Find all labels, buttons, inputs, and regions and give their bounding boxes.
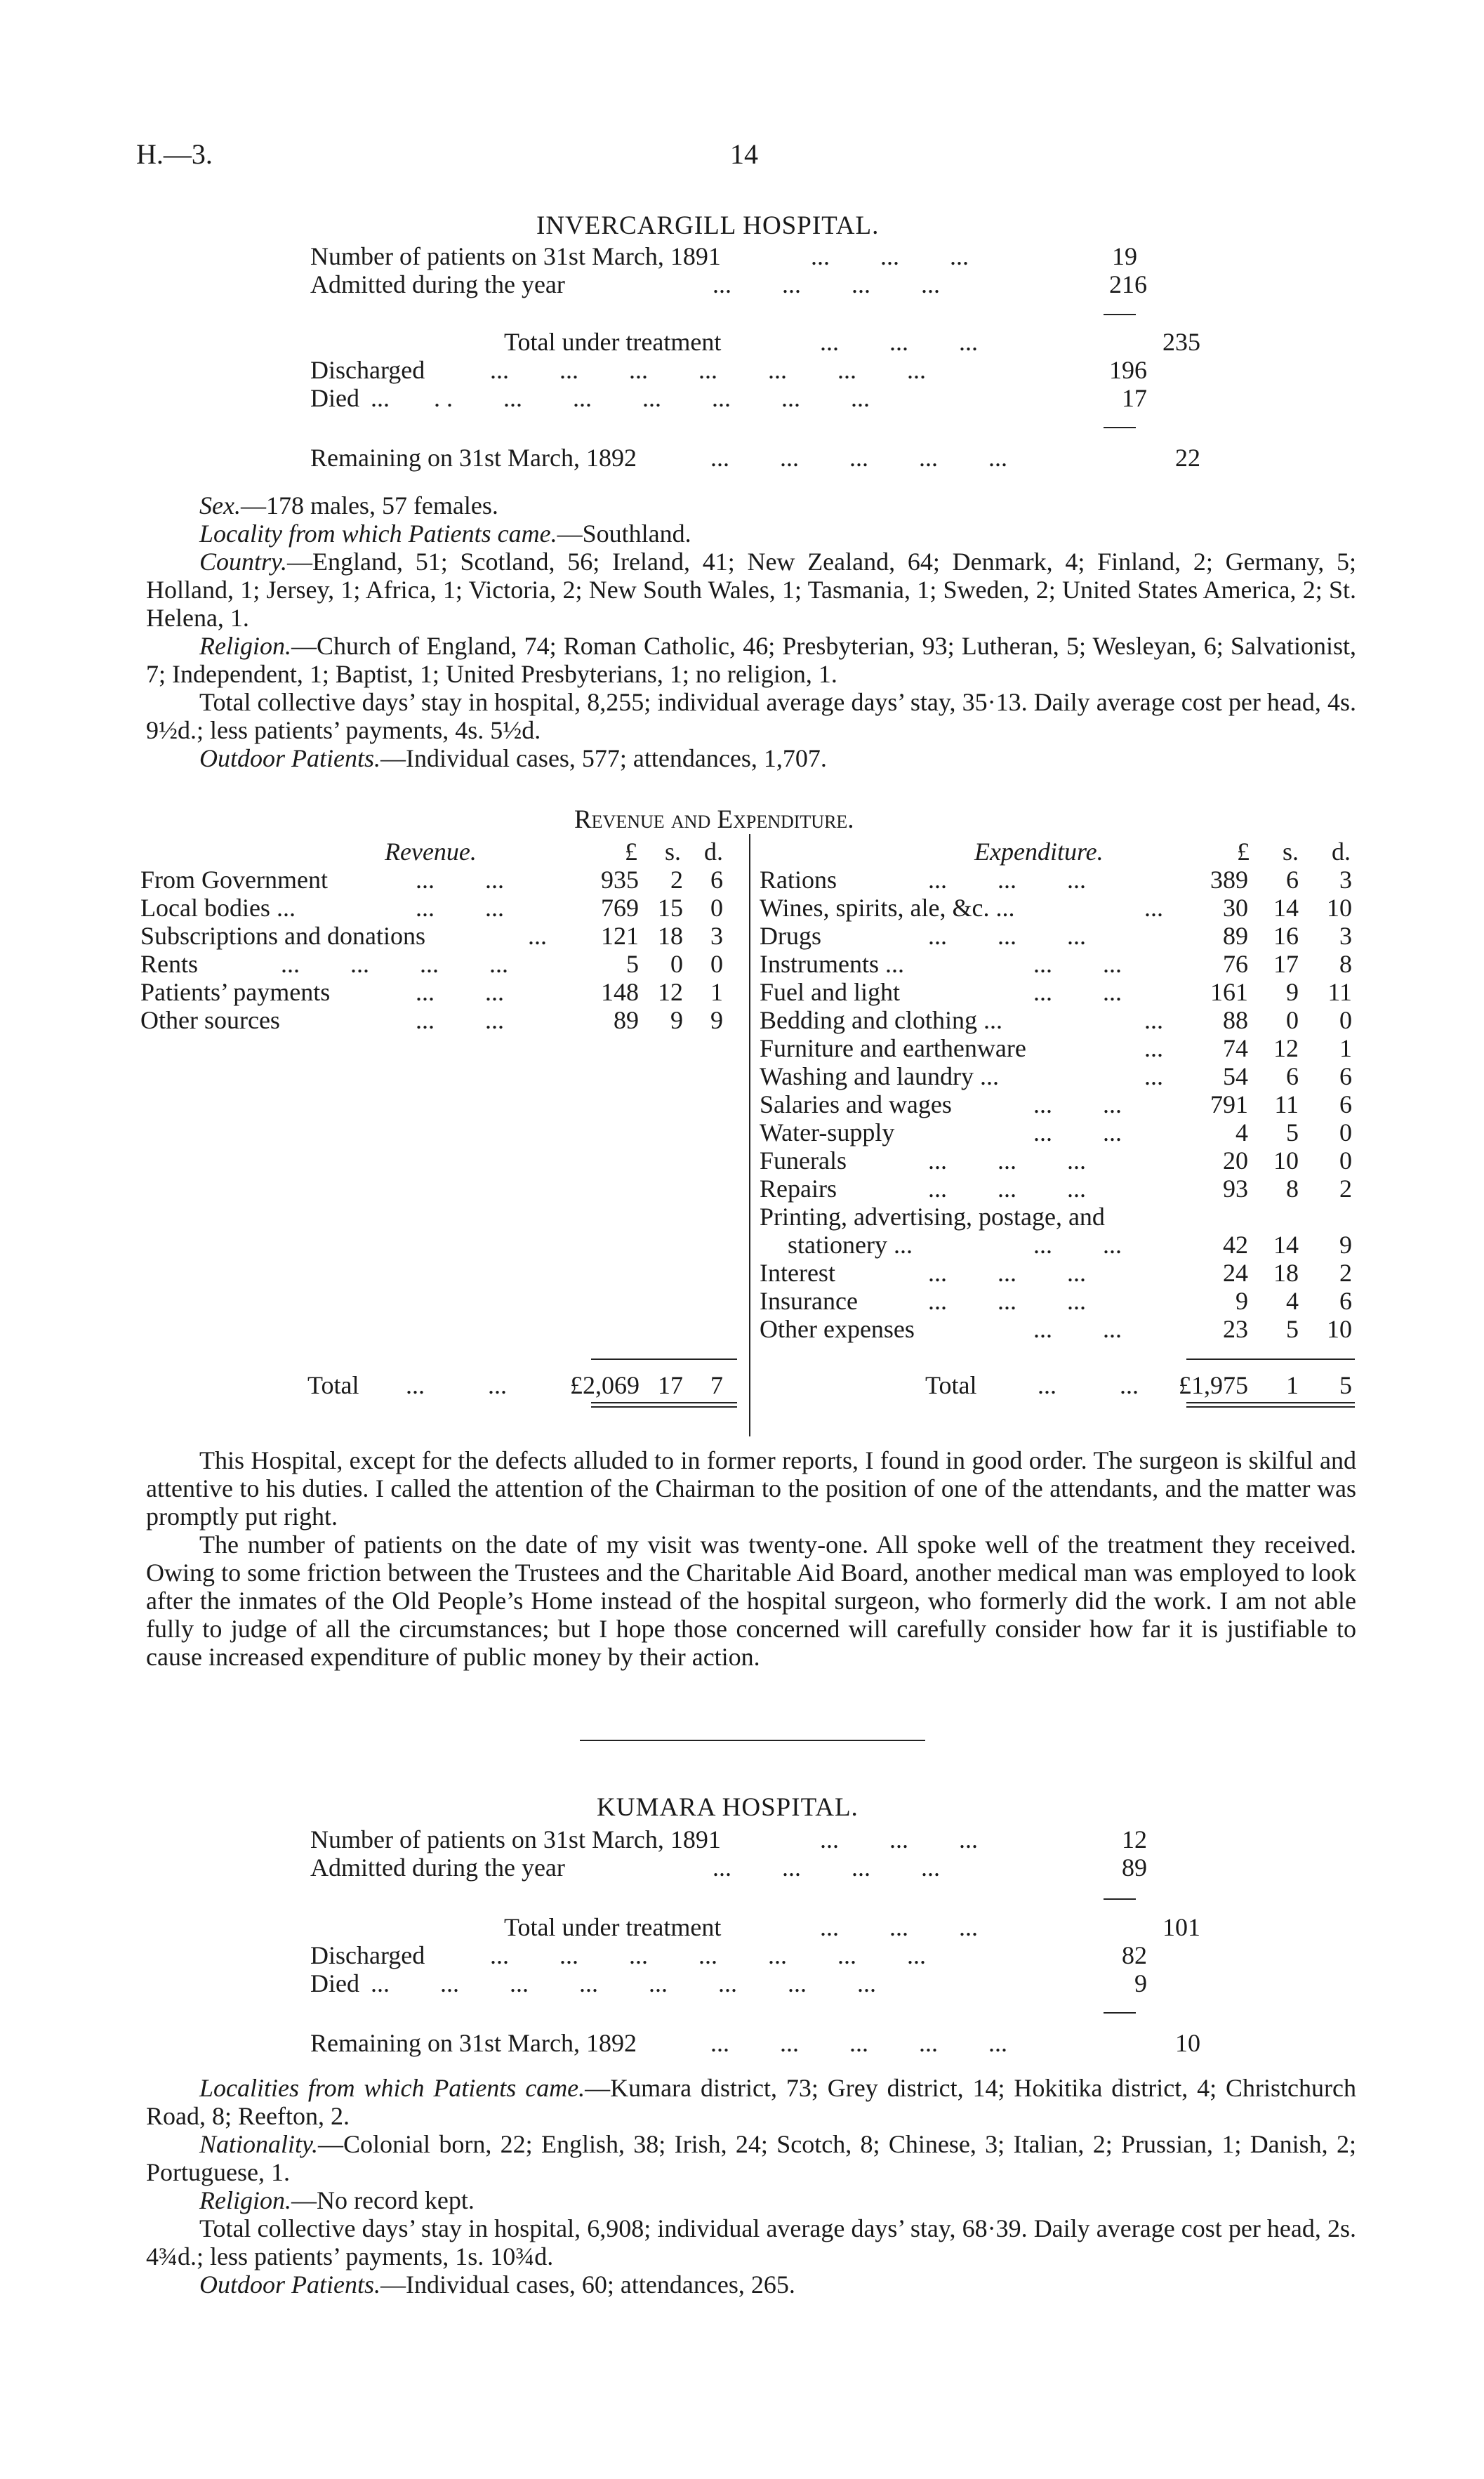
sum-rule: [1104, 2012, 1136, 2014]
finance-title: Revenue and Expenditure.: [574, 805, 854, 834]
expenditure-row: Salaries and wages ... ...: [760, 1090, 1122, 1118]
note-text: —Kumara district, 73; Grey district, 14; Hokitika district, 4; Christchurch Road, 8; Reefton, 2.: [146, 2074, 1356, 2130]
revenue-pence: 6 0 3 0 1 9: [710, 866, 723, 1034]
leader-dots: ... ... ...: [820, 1913, 978, 1941]
expenditure-row: Fuel and light ... ...: [760, 978, 1122, 1006]
col-shillings: s.: [664, 838, 681, 866]
expenditure-row: stationery ... ... ...: [788, 1231, 1122, 1259]
total-double-rule: [1186, 1406, 1355, 1408]
expenditure-row: Washing and laundry ... ...: [760, 1062, 1163, 1090]
expenditure-total-pounds: £1,975: [1179, 1371, 1248, 1399]
expenditure-total-pence: 5: [1339, 1371, 1352, 1399]
total-double-rule: [591, 1406, 737, 1408]
leader-dots: ... ... ... ... ...: [710, 444, 1007, 472]
note-stay: Total collective days’ stay in hospital, 6,908; individual average days’ stay, 68·39. Daily average cost per head, 2s. 4¾d.; less patients’ payments, 1s. 10¾d.: [146, 2214, 1356, 2270]
note-localities: [146, 2074, 1356, 2130]
note-label: Outdoor Patients.: [199, 2270, 380, 2299]
stat-value-admitted: 89: [1122, 1853, 1147, 1882]
expenditure-row: Instruments ... ... ...: [760, 950, 1122, 978]
page-number: 14: [730, 138, 758, 170]
leader-dots: ... ... ... ...: [713, 1853, 940, 1882]
stat-value-discharged: 82: [1122, 1941, 1147, 1969]
report-code: H.—3.: [136, 138, 213, 170]
note-text: —Individual cases, 577; attendances, 1,707.: [380, 744, 827, 772]
leader-dots: ... ... ... ... ... ... ...: [490, 1941, 926, 1969]
note-label: Nationality.: [199, 2130, 319, 2158]
stat-value-died: 9: [1134, 1969, 1147, 1997]
stat-value-died: 17: [1122, 384, 1147, 412]
kumara-notes: [146, 2074, 1356, 2299]
col-pence: d.: [704, 838, 723, 866]
note-label: Outdoor Patients.: [199, 744, 380, 772]
note-text: —England, 51; Scotland, 56; Ireland, 41; New Zealand, 64; Denmark, 4; Finland, 2; Germany, 5; Holland, 1; Jersey, 1; Africa, 1; Victoria, 2; New South Wales, 1; Tasmania, 1; Sweden, 2; United States America, 2; St. Helena, 1.: [146, 548, 1356, 632]
sum-rule: [1104, 1898, 1136, 1900]
note-religion: [146, 2186, 1356, 2214]
invercargill-title: INVERCARGILL HOSPITAL.: [536, 211, 880, 240]
stat-label-died: Died: [310, 384, 359, 412]
note-label: Locality from which Patients came.: [199, 520, 557, 548]
revenue-shillings: 2 15 18 0 12 9: [658, 866, 683, 1034]
column-divider: [749, 834, 750, 1436]
leader-dots: ... ...: [1038, 1371, 1139, 1399]
stat-value-remaining: 22: [1175, 444, 1200, 472]
sum-rule: [1104, 427, 1136, 428]
stat-value-discharged: 196: [1109, 356, 1147, 384]
revenue-row: Local bodies ... ... ...: [140, 894, 504, 922]
revenue-pounds: 935 769 121 5 148 89: [601, 866, 639, 1034]
revenue-row: From Government ... ...: [140, 866, 504, 894]
note-text: —Southland.: [557, 520, 691, 548]
note-text: —No record kept.: [291, 2186, 475, 2214]
revenue-labels: [140, 866, 569, 1034]
stat-label-total: Total under treatment: [504, 1913, 722, 1941]
leader-dots: ... ... ...: [811, 242, 969, 270]
stat-label-admitted: Admitted during the year: [310, 270, 565, 298]
expenditure-row: Furniture and earthenware ...: [760, 1034, 1163, 1062]
leader-dots: ... ... ... ... ... ... ...: [490, 356, 926, 384]
note-country: [146, 548, 1356, 632]
kumara-title: KUMARA HOSPITAL.: [597, 1793, 859, 1822]
note-label: Religion.: [199, 2186, 291, 2214]
invercargill-notes: [146, 491, 1356, 772]
note-outdoor: [146, 744, 1356, 772]
col-shillings: s.: [1282, 838, 1299, 866]
note-text: —Church of England, 74; Roman Catholic, 46; Presbyterian, 93; Lutheran, 5; Wesleyan, 6; Salvationist, 7; Independent, 1; Baptist, 1; United Presbyterians, 1; no religion, 1.: [146, 632, 1356, 688]
stat-label-discharged: Discharged: [310, 1941, 425, 1969]
stat-label-remaining: Remaining on 31st March, 1892: [310, 2029, 637, 2057]
stat-value-1891: 12: [1122, 1825, 1147, 1853]
note-label: Country.: [199, 548, 288, 576]
stat-value-admitted: 216: [1109, 270, 1147, 298]
col-pence: d.: [1332, 838, 1351, 866]
note-text: —178 males, 57 females.: [240, 491, 498, 520]
expenditure-pounds: 389 30 89 76 161 88 74 54 791 4 20 93 42 24 9 23: [1210, 866, 1248, 1343]
note-stay: Total collective days’ stay in hospital, 8,255; individual average days’ stay, 35·13. Daily average cost per head, 4s. 9½d.; less patients’ payments, 4s. 5½d.: [146, 688, 1356, 744]
total-rule: [591, 1359, 737, 1360]
col-pounds: £: [625, 838, 637, 866]
note-outdoor: [146, 2270, 1356, 2299]
expenditure-row: Funerals ... ... ...: [760, 1146, 1086, 1175]
stat-label-1891: Number of patients on 31st March, 1891: [310, 1825, 721, 1853]
expenditure-row: Wines, spirits, ale, &c. ... ...: [760, 894, 1163, 922]
note-label: Sex.: [199, 491, 241, 520]
expenditure-row: Other expenses ... ...: [760, 1315, 1122, 1343]
report-paragraph: This Hospital, except for the defects alluded to in former reports, I found in good order. The surgeon is skilful and attentive to his duties. I called the attention of the Chairman to the position of one of the attendants, and the matter was promptly put right.: [146, 1446, 1356, 1531]
expenditure-row: Bedding and clothing ... ...: [760, 1006, 1163, 1034]
expenditure-pence: 3 10 3 8 11 0 1 6 6 0 0 2 9 2 6 10: [1327, 866, 1352, 1343]
revenue-total-label: Total: [307, 1371, 359, 1399]
leader-dots: ... ... ... ... ... ... ... ...: [371, 1969, 876, 1997]
revenue-row: Patients’ payments ... ...: [140, 978, 504, 1006]
note-religion: [146, 632, 1356, 688]
invercargill-report: [146, 1446, 1356, 1671]
stat-label-died: Died: [310, 1969, 359, 1997]
leader-dots: ... . . ... ... ... ... ... ...: [371, 384, 870, 412]
note-text: —Colonial born, 22; English, 38; Irish, 24; Scotch, 8; Chinese, 3; Italian, 2; Prussian, 1; Danish, 2; Portuguese, 1.: [146, 2130, 1356, 2186]
revenue-row: Rents ... ... ... ...: [140, 950, 508, 978]
note-sex: [146, 491, 1356, 520]
revenue-heading: Revenue.: [385, 838, 477, 866]
note-label: Localities from which Patients came.: [199, 2074, 585, 2102]
total-double-rule: [591, 1402, 737, 1403]
expenditure-row: Repairs ... ... ...: [760, 1175, 1086, 1203]
stat-value-remaining: 10: [1175, 2029, 1200, 2057]
expenditure-labels: [760, 866, 1195, 1343]
expenditure-heading: Expenditure.: [974, 838, 1104, 866]
expenditure-row: Insurance ... ... ...: [760, 1287, 1086, 1315]
total-double-rule: [1186, 1402, 1355, 1403]
expenditure-row: Water-supply ... ...: [760, 1118, 1122, 1146]
expenditure-row: Printing, advertising, postage, and: [760, 1203, 1105, 1231]
stat-label-admitted: Admitted during the year: [310, 1853, 565, 1882]
expenditure-row: Rations ... ... ...: [760, 866, 1086, 894]
stat-label-1891: Number of patients on 31st March, 1891: [310, 242, 721, 270]
note-label: Religion.: [199, 632, 291, 660]
total-rule: [1186, 1359, 1355, 1360]
stat-label-total: Total under treatment: [504, 328, 722, 356]
leader-dots: ... ... ... ... ...: [710, 2029, 1007, 2057]
note-locality: [146, 520, 1356, 548]
stat-label-discharged: Discharged: [310, 356, 425, 384]
report-paragraph: The number of patients on the date of my visit was twenty-one. All spoke well of the treatment they received. Owing to some friction between the Trustees and the Charitable Aid Board, another medical man was employed to look after the inmates of the Old People’s Home instead of the hospital surgeon, who formerly did the work. I am not able fully to judge of all the circumstances; but I hope those concerned will carefully consider how far it is justifiable to cause increased expenditure of public money by their action.: [146, 1531, 1356, 1671]
note-text: —Individual cases, 60; attendances, 265.: [380, 2270, 795, 2299]
stat-label-remaining: Remaining on 31st March, 1892: [310, 444, 637, 472]
expenditure-total-label: Total: [925, 1371, 977, 1399]
revenue-total-pence: 7: [710, 1371, 723, 1399]
revenue-row: Other sources ... ...: [140, 1006, 504, 1034]
expenditure-row: Drugs ... ... ...: [760, 922, 1086, 950]
leader-dots: ... ... ... ...: [713, 270, 940, 298]
revenue-row: Subscriptions and donations ...: [140, 922, 547, 950]
col-pounds: £: [1237, 838, 1250, 866]
stat-value-1891: 19: [1112, 242, 1137, 270]
expenditure-row: Interest ... ... ...: [760, 1259, 1086, 1287]
leader-dots: ... ...: [406, 1371, 507, 1399]
leader-dots: ... ... ...: [820, 328, 978, 356]
expenditure-total-shillings: 1: [1286, 1371, 1299, 1399]
note-nationality: [146, 2130, 1356, 2186]
revenue-total-pounds: £2,069: [570, 1371, 640, 1399]
expenditure-shillings: 6 14 16 17 9 0 12 6 11 5 10 8 14 18 4 5: [1273, 866, 1299, 1343]
sum-rule: [1104, 314, 1136, 315]
stat-value-total: 235: [1162, 328, 1200, 356]
revenue-total-shillings: 17: [658, 1371, 683, 1399]
section-separator: [580, 1740, 925, 1741]
leader-dots: ... ... ...: [820, 1825, 978, 1853]
stat-value-total: 101: [1162, 1913, 1200, 1941]
